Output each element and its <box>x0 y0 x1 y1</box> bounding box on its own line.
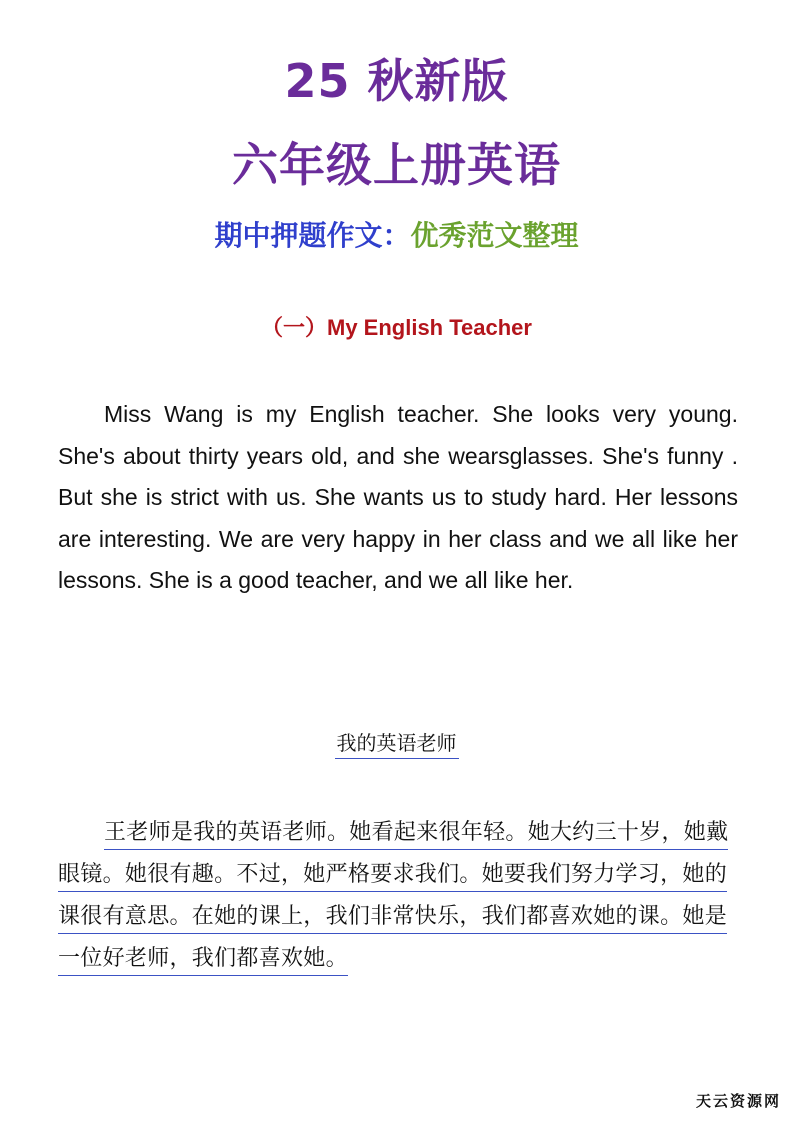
chinese-essay-title <box>0 733 793 759</box>
essay-heading: （一）My English Teacher <box>261 315 532 340</box>
page-title-line1: 25 秋新版 <box>284 54 509 108</box>
page-subtitle <box>0 219 793 252</box>
watermark: 天云资源网 <box>695 1092 781 1110</box>
chinese-essay-text <box>58 812 742 980</box>
chinese-title-text: 我的英语老师 <box>335 733 459 759</box>
subtitle-part-2: 优秀范文整理 <box>410 219 579 252</box>
page-title-line2: 六年级上册英语 <box>232 138 561 192</box>
chinese-essay-body: 王老师是我的英语老师。她看起来很年轻。她大约三十岁，她戴眼镜。她很有趣。不过，她严格要求我们。她要我们努力学习，她的课很有意思。在她的课上，我们非常快乐，我们都喜欢她的课。她是一位好老师，我们都喜欢她。 <box>58 820 728 976</box>
english-essay-text: Miss Wang is my English teacher. She looks very young. She's about thirty years old, and she wearsglasses. She's funny . But she is strict with us. She wants us to study hard. Her lessons are interesting. We are very happy in her class and we all like her lessons. She is a good teacher, and we all like her. <box>58 401 738 594</box>
subtitle-part-1: 期中押题作文： <box>214 219 411 252</box>
